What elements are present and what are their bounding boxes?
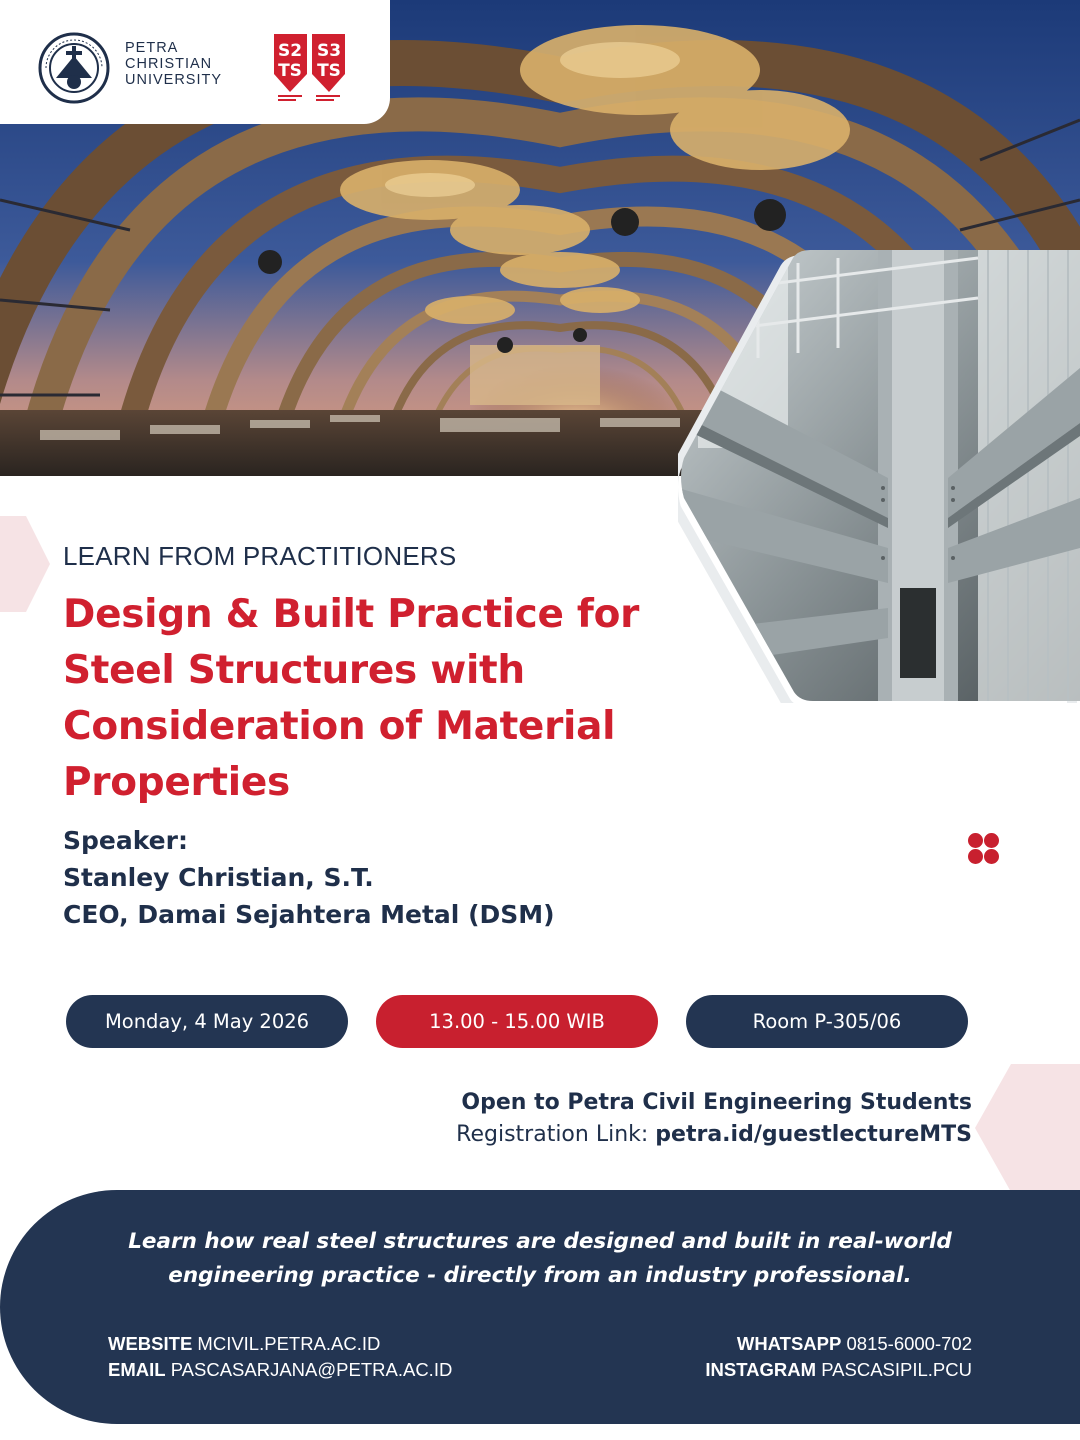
university-name-line: UNIVERSITY	[125, 72, 223, 88]
svg-text:TS: TS	[278, 61, 302, 81]
university-seal-icon	[38, 32, 110, 104]
time-badge: 13.00 - 15.00 WIB	[376, 995, 658, 1048]
university-name	[125, 40, 265, 88]
dot	[968, 849, 983, 864]
registration-link[interactable]: petra.id/guestlectureMTS	[655, 1122, 972, 1147]
whatsapp-contact[interactable]	[705, 1331, 972, 1357]
website-contact[interactable]	[108, 1331, 452, 1357]
email-contact[interactable]	[108, 1357, 452, 1383]
registration-line	[456, 1118, 972, 1151]
program-logo-icon	[272, 32, 348, 104]
lecture-title	[63, 587, 703, 811]
svg-text:S3: S3	[316, 41, 342, 61]
pink-hexagon-decoration	[975, 1064, 1080, 1192]
instagram-value: PASCASIPIL.PCU	[821, 1359, 972, 1380]
logo-card	[0, 0, 390, 124]
dot	[984, 833, 999, 848]
dots-decoration	[967, 832, 1001, 864]
registration-block	[456, 1088, 972, 1151]
whatsapp-label: WHATSAPP	[736, 1333, 842, 1354]
title-line: Steel Structures with	[63, 648, 525, 693]
pink-chevron-decoration	[0, 516, 50, 612]
audience-note: Open to Petra Civil Engineering Students	[461, 1090, 972, 1115]
website-value: MCIVIL.PETRA.AC.ID	[197, 1333, 381, 1354]
speaker-role: CEO, Damai Sejahtera Metal (DSM)	[63, 900, 555, 929]
tagline-line: engineering practice - directly from an industry professional.	[168, 1263, 912, 1288]
svg-text:TS: TS	[317, 61, 341, 81]
email-label: EMAIL	[108, 1359, 166, 1380]
eyebrow-label: LEARN FROM PRACTITIONERS	[63, 541, 457, 571]
room-badge: Room P-305/06	[686, 995, 968, 1048]
contact-left	[108, 1331, 452, 1383]
speaker-name: Stanley Christian, S.T.	[63, 863, 374, 892]
dot	[968, 833, 983, 848]
title-line: Consideration of Material	[63, 704, 616, 749]
contact-right	[705, 1331, 972, 1383]
tagline-line: Learn how real steel structures are designed and built in real-world	[128, 1229, 952, 1254]
date-badge: Monday, 4 May 2026	[66, 995, 348, 1048]
whatsapp-value: 0815-6000-702	[846, 1333, 972, 1354]
email-value: PASCASARJANA@PETRA.AC.ID	[170, 1359, 453, 1380]
title-line: Design & Built Practice for	[63, 592, 640, 637]
university-name-line: PETRA	[125, 40, 179, 56]
website-label: WEBSITE	[108, 1333, 193, 1354]
svg-text:S2: S2	[277, 41, 303, 61]
registration-label: Registration Link:	[456, 1122, 656, 1147]
footer-tagline	[90, 1225, 990, 1293]
speaker-block	[63, 822, 683, 933]
dot	[984, 849, 999, 864]
instagram-label: INSTAGRAM	[705, 1359, 817, 1380]
steel-structure-photo	[678, 248, 1080, 703]
title-line: Properties	[63, 760, 290, 805]
instagram-contact[interactable]	[705, 1357, 972, 1383]
university-name-line: CHRISTIAN	[125, 56, 213, 72]
speaker-label: Speaker:	[63, 826, 188, 855]
